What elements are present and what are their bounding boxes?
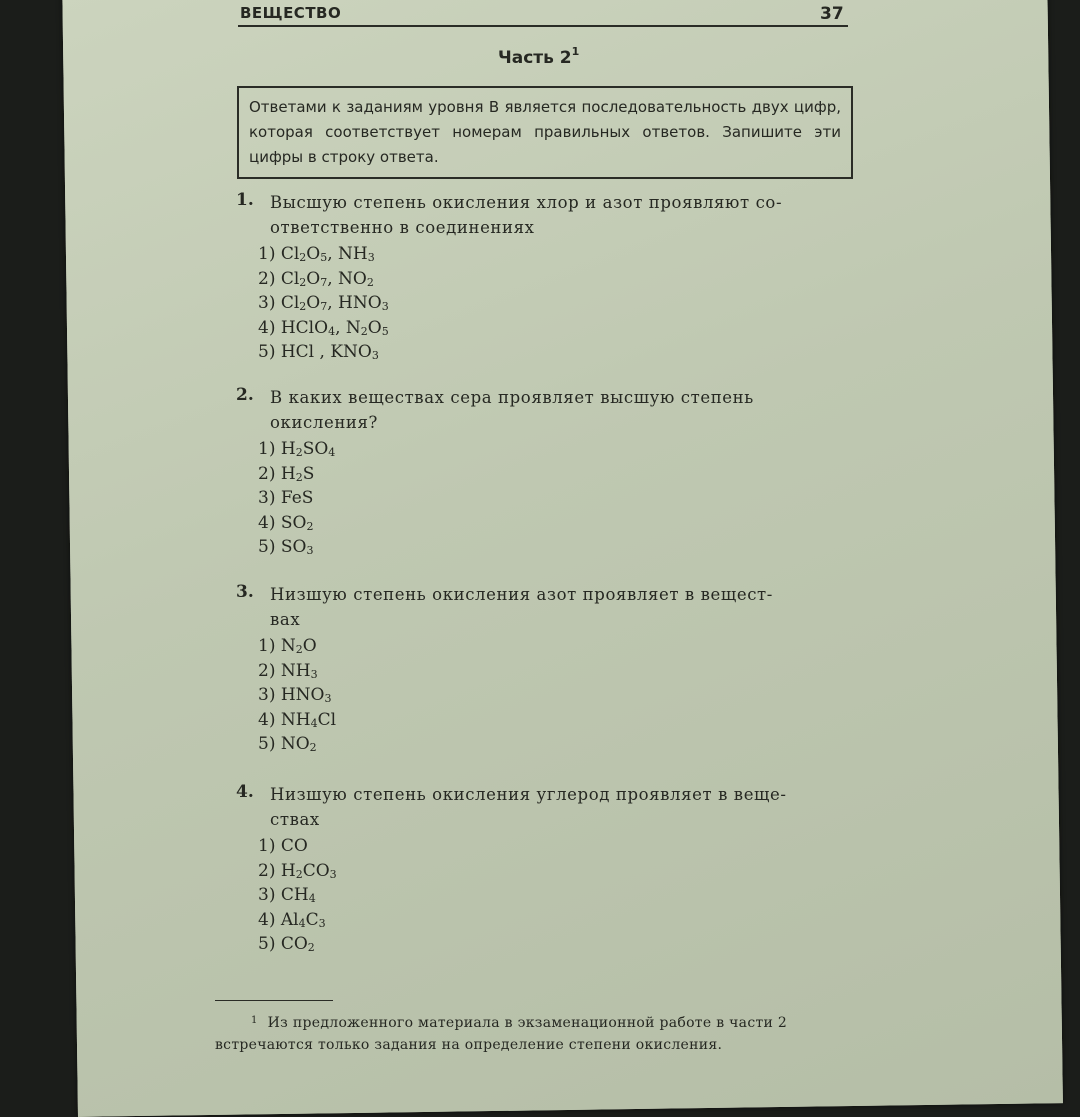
footnote-text: Из предложенного материала в экзаменационной работе в части 2 встречаются только задания на определение степени окисления.	[215, 1015, 788, 1053]
formula-subscript: 2	[309, 741, 317, 754]
answer-option	[258, 859, 853, 884]
formula-subscript: 2	[307, 941, 315, 954]
formula-subscript: 3	[318, 916, 326, 930]
option-text: S	[302, 463, 315, 484]
footnote-rule	[215, 1000, 333, 1001]
formula-subscript: 2	[299, 275, 307, 289]
option-text: 1) Cl	[258, 244, 300, 264]
option-text: 4) NH	[258, 709, 311, 730]
option-text: 3) HNO	[258, 685, 325, 705]
option-text: O	[306, 268, 321, 289]
answer-option	[258, 242, 853, 267]
formula-subscript: 4	[328, 324, 336, 338]
option-text: SO	[302, 439, 329, 459]
formula-subscript: 4	[310, 716, 318, 730]
formula-subscript: 3	[381, 300, 389, 313]
option-text: O	[306, 293, 321, 313]
option-text: 5) CO	[258, 934, 308, 954]
question-text: В каких веществах сера проявляет высшую степень окисления?	[270, 388, 754, 432]
option-text: O	[302, 636, 317, 656]
answer-option	[258, 316, 853, 341]
option-text: , NH	[327, 244, 368, 264]
formula-subscript: 4	[308, 892, 316, 905]
answer-option	[258, 267, 853, 292]
question-text: Низшую степень окисления углерод проявляет в веще- ствах	[270, 785, 787, 829]
formula-subscript: 3	[306, 544, 314, 557]
answer-option	[258, 511, 853, 536]
option-text: 2) H	[258, 860, 296, 881]
page-number: 37	[820, 4, 844, 24]
part-title-text: Часть 2	[498, 48, 572, 68]
formula-subscript: 2	[295, 867, 303, 881]
formula-subscript: 2	[295, 470, 303, 484]
header-rule	[238, 25, 848, 27]
answer-option	[258, 708, 853, 733]
option-text: 4) SO	[258, 512, 307, 533]
option-text: O	[306, 244, 321, 264]
question-4	[228, 782, 853, 957]
formula-subscript: 3	[310, 667, 318, 681]
answer-option	[258, 834, 853, 859]
answer-option	[258, 486, 853, 511]
option-text: 1) H	[258, 439, 296, 459]
answer-option	[258, 634, 853, 659]
formula-subscript: 2	[366, 275, 374, 289]
formula-subscript: 7	[320, 300, 328, 313]
formula-subscript: 3	[371, 349, 379, 362]
formula-subscript: 2	[295, 643, 303, 656]
formula-subscript: 2	[299, 300, 307, 313]
formula-subscript: 2	[295, 446, 303, 459]
answer-option	[258, 908, 853, 933]
option-text: 3) CH	[258, 885, 309, 905]
answer-option	[258, 437, 853, 462]
footnote	[215, 1012, 855, 1056]
answer-option	[258, 340, 853, 365]
question-number: 2.	[236, 385, 254, 405]
formula-subscript: 3	[367, 251, 375, 264]
question-number: 3.	[236, 582, 254, 602]
answer-option	[258, 932, 853, 957]
option-text: O	[367, 317, 382, 338]
option-text: 2) H	[258, 463, 296, 484]
formula-subscript: 3	[329, 867, 337, 881]
question-number: 1.	[236, 190, 254, 210]
formula-subscript: 2	[306, 519, 314, 533]
option-text: Cl	[317, 709, 337, 730]
option-text: 3) Cl	[258, 293, 300, 313]
part-title	[498, 45, 580, 68]
option-text: 5) SO	[258, 537, 307, 557]
formula-subscript: 2	[360, 324, 368, 338]
question-3	[228, 582, 853, 757]
option-text: 4) Al	[258, 909, 299, 930]
option-text: , N	[335, 317, 361, 338]
option-text: 5) NO	[258, 734, 310, 754]
question-2	[228, 385, 853, 560]
formula-subscript: 7	[320, 275, 328, 289]
running-header-section: ВЕЩЕСТВО	[240, 4, 342, 22]
instruction-box: Ответами к заданиям уровня В является последовательность двух цифр, которая соответствует номерам правильных ответов. Запишите эти цифры в строку ответа.	[237, 86, 853, 179]
part-footnote-ref: 1	[571, 45, 580, 58]
answer-options	[258, 437, 853, 560]
option-text: , HNO	[327, 293, 382, 313]
answer-option	[258, 291, 853, 316]
formula-subscript: 4	[328, 446, 336, 459]
footnote-mark: 1	[251, 1015, 258, 1026]
question-text: Низшую степень окисления азот проявляет в вещест- вах	[270, 585, 773, 629]
formula-subscript: 3	[324, 692, 332, 705]
answer-option	[258, 462, 853, 487]
option-text: , NO	[327, 268, 367, 289]
option-text: 1) N	[258, 636, 296, 656]
option-text: 2) NH	[258, 660, 311, 681]
option-text: 4) HClO	[258, 317, 329, 338]
answer-option	[258, 659, 853, 684]
formula-subscript: 4	[298, 916, 306, 930]
answer-option	[258, 683, 853, 708]
formula-subscript: 2	[299, 251, 307, 264]
option-text: 2) Cl	[258, 268, 300, 289]
option-text: C	[305, 909, 319, 930]
option-text: CO	[302, 860, 330, 881]
question-1	[228, 190, 853, 365]
answer-options	[258, 634, 853, 757]
answer-option	[258, 732, 853, 757]
option-text: 3) FeS	[258, 488, 314, 508]
formula-subscript: 5	[320, 251, 328, 264]
question-number: 4.	[236, 782, 254, 802]
formula-subscript: 5	[381, 324, 389, 338]
answer-options	[258, 834, 853, 957]
option-text: 5) HCl , KNO	[258, 342, 372, 362]
answer-options	[258, 242, 853, 365]
answer-option	[258, 535, 853, 560]
answer-option	[258, 883, 853, 908]
option-text: 1) CO	[258, 836, 308, 856]
question-text: Высшую степень окисления хлор и азот проявляют со- ответственно в соединениях	[270, 193, 783, 237]
